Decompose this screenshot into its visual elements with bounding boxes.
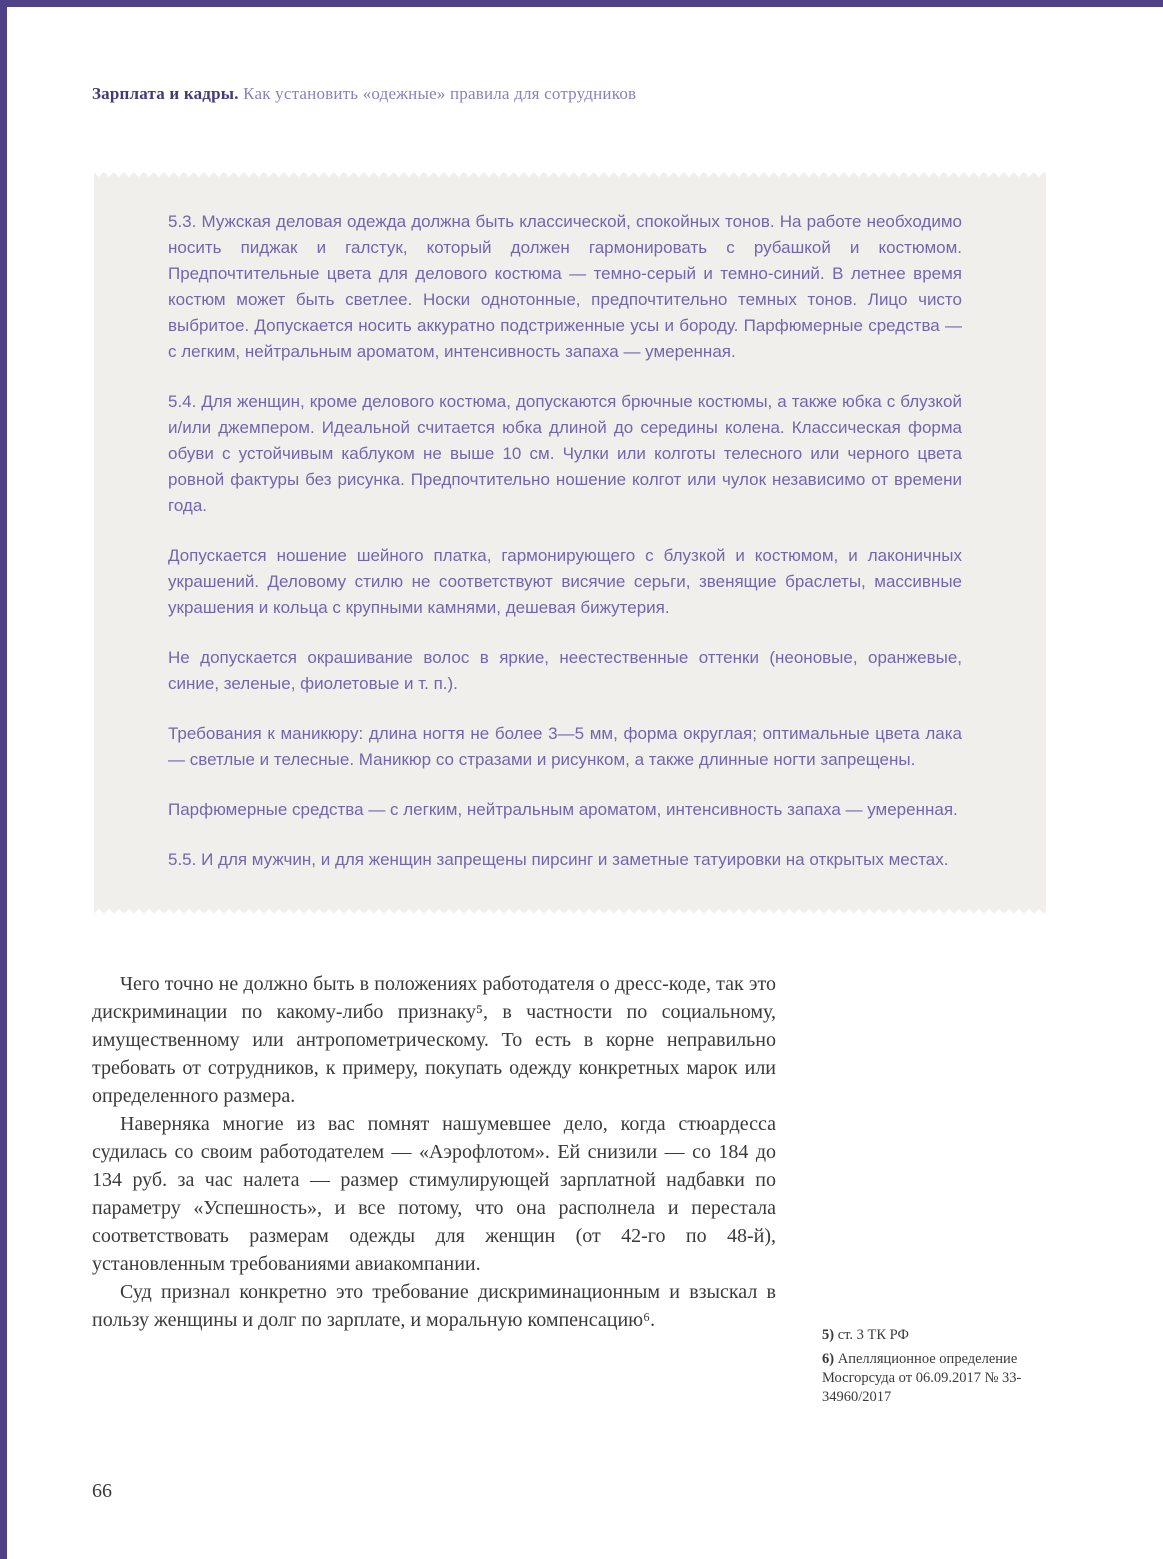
page-number: 66 — [92, 1480, 112, 1502]
body-paragraph: Наверняка многие из вас помнят нашумевшее дело, когда стюардесса судилась со своим работодателем — «Аэрофлотом». Ей снизили — со 184 до 134 руб. за час налета — размер стимулирующей зарплатной надбавки по параметру «Успешность», и все потому, что она располнела и перестала соответствовать размерам одежды для женщин (от 42-го по 48-й), установленным требованиями авиакомпании. — [92, 1113, 776, 1275]
excerpt-paragraph: 5.3. Мужская деловая одежда должна быть классической, спокойных тонов. На работе необходимо носить пиджак и галстук, который должен гармонировать с рубашкой и костюмом. Предпочтительные цвета для делового костюма — темно-серый и темно-синий. В летнее время костюм может быть светлее. Носки однотонные, предпочтительно темных тонов. Лицо чисто выбритое. Допускается носить аккуратно подстриженные усы и бороду. Парфюмерные средства — с легким, нейтральным ароматом, интенсивность запаха — умеренная. — [168, 212, 962, 361]
dress-code-excerpt-box — [94, 172, 1046, 914]
excerpt-paragraph: Парфюмерные средства — с легким, нейтральным ароматом, интенсивность запаха — умеренная. — [168, 800, 958, 819]
footnote-marker: 6) — [822, 1351, 835, 1367]
left-accent-rule — [0, 0, 7, 1559]
footnote-marker: 5) — [822, 1327, 835, 1343]
running-head-title: Как установить «одежные» правила для сотрудников — [243, 84, 637, 103]
excerpt-paragraph: 5.4. Для женщин, кроме делового костюма, допускаются брючные костюмы, а также юбка с блузкой и/или джемпером. Идеальной считается юбка длиной до середины колена. Классическая форма обуви с устойчивым каблуком не выше 10 см. Чулки или колготы телесного или черного цвета ровной фактуры без рисунка. Предпочтительно ношение колгот или чулок независимо от времени года. — [168, 392, 962, 515]
top-accent-rule — [0, 0, 1163, 7]
footnote-text: ст. 3 ТК РФ — [837, 1327, 909, 1343]
article-body — [92, 970, 776, 1334]
body-paragraph: Чего точно не должно быть в положениях работодателя о дресс-коде, так это дискриминации по какому-либо признаку⁵, в частности по социальному, имущественному или антропометрическому. То есть в корне неправильно требовать от сотрудников, к примеру, покупать одежду конкретных марок или определенного размера. — [92, 973, 776, 1107]
footnote-text: Апелляционное определение Мосгорсуда от 06.09.2017 № 33-34960/2017 — [822, 1351, 1022, 1405]
body-paragraph: Суд признал конкретно это требование дискриминационным и взыскал в пользу женщины и долг по зарплате, и моральную компенсацию⁶. — [92, 1281, 776, 1331]
excerpt-paragraph: 5.5. И для мужчин, и для женщин запрещены пирсинг и заметные татуировки на открытых местах. — [168, 850, 949, 869]
running-head-section: Зарплата и кадры. — [92, 84, 239, 103]
footnote-item — [822, 1350, 1062, 1407]
excerpt-paragraph: Не допускается окрашивание волос в яркие, неестественные оттенки (неоновые, оранжевые, синие, зеленые, фиолетовые и т. п.). — [168, 648, 962, 693]
running-head — [92, 84, 636, 104]
footnote-item — [822, 1326, 1062, 1345]
excerpt-paragraph: Требования к маникюру: длина ногтя не более 3—5 мм, форма округлая; оптимальные цвета лака — светлые и телесные. Маникюр со стразами и рисунком, а также длинные ногти запрещены. — [168, 724, 962, 769]
excerpt-body — [94, 177, 1046, 909]
footnotes — [822, 1326, 1062, 1412]
torn-edge-bottom — [94, 909, 1046, 914]
excerpt-paragraph: Допускается ношение шейного платка, гармонирующего с блузкой и костюмом, и лаконичных украшений. Деловому стилю не соответствуют висячие серьги, звенящие браслеты, массивные украшения и кольца с крупными камнями, дешевая бижутерия. — [168, 546, 962, 617]
